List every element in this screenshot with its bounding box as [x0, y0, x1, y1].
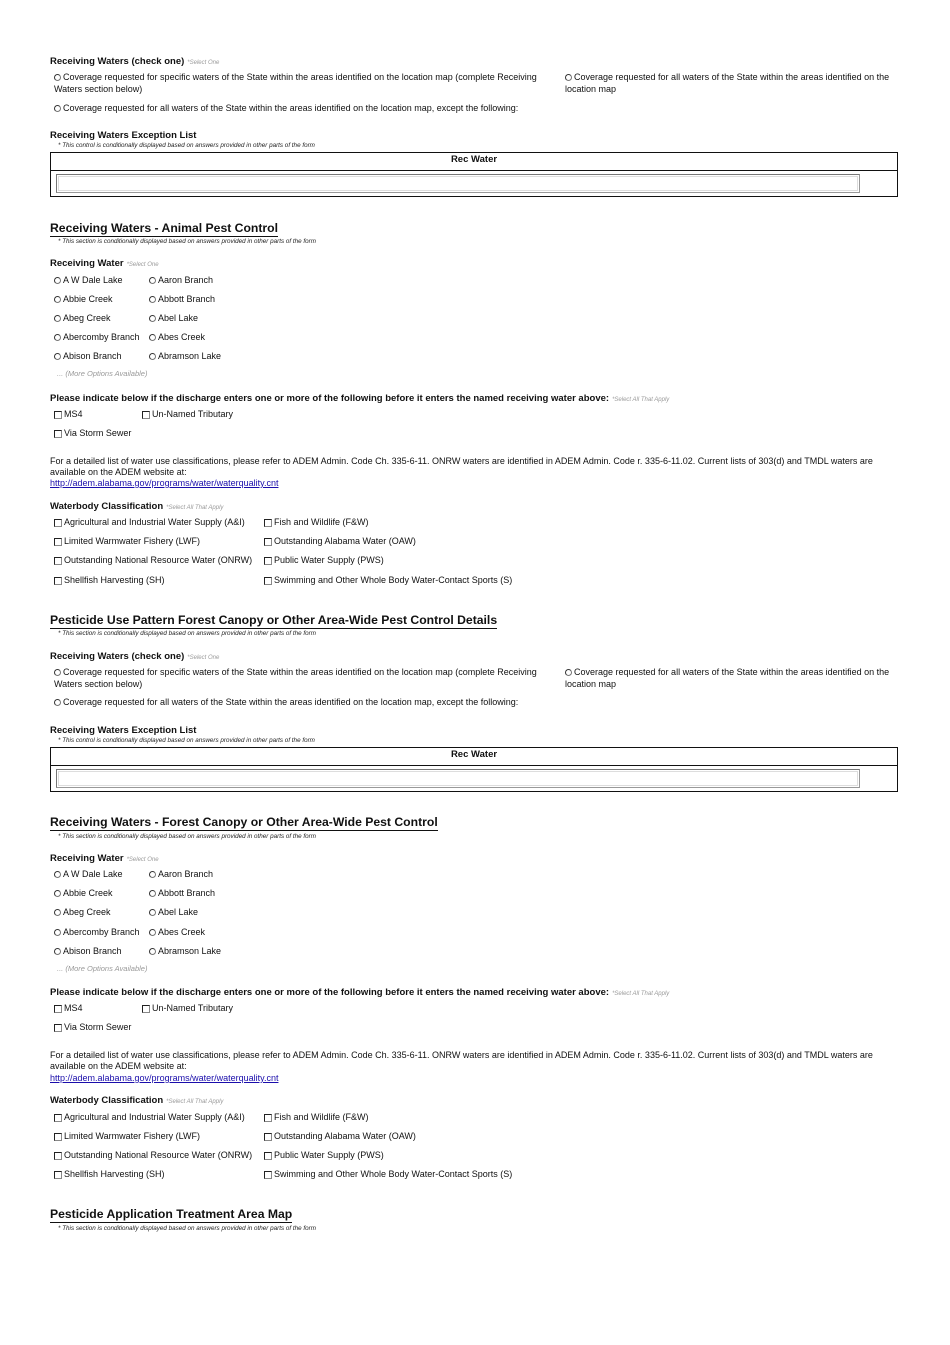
receiving-waters-label-text: Receiving Waters (check one) — [50, 56, 185, 67]
classification-option-label: Swimming and Other Whole Body Water-Contact Sports (S) — [274, 575, 513, 585]
classification-option[interactable] — [54, 1169, 165, 1181]
radio-icon[interactable] — [54, 929, 61, 936]
classification-option[interactable] — [264, 555, 384, 567]
exception-list-table — [50, 152, 898, 197]
radio-icon[interactable] — [54, 105, 61, 112]
water-option[interactable] — [54, 946, 122, 958]
radio-icon[interactable] — [54, 315, 61, 322]
classification-option[interactable] — [264, 517, 369, 529]
checkbox-icon[interactable] — [264, 557, 272, 565]
radio-icon[interactable] — [149, 871, 156, 878]
rec-water-input[interactable] — [56, 769, 860, 788]
water-option-label: Aaron Branch — [158, 869, 214, 879]
coverage-all-option[interactable] — [565, 667, 895, 690]
water-option[interactable] — [149, 351, 221, 363]
classification-option[interactable] — [54, 517, 245, 529]
classification-option[interactable] — [54, 555, 252, 567]
adem-water-quality-link[interactable]: http://adem.alabama.gov/programs/water/waterquality.cnt — [50, 1073, 279, 1083]
rec-water-input[interactable] — [56, 174, 860, 193]
section-title-animal: Receiving Waters - Animal Pest Control — [50, 221, 278, 235]
water-option-label: Abison Branch — [63, 351, 122, 361]
checkbox-icon[interactable] — [54, 1152, 62, 1160]
section-title-map: Pesticide Application Treatment Area Map — [50, 1207, 293, 1221]
classification-option-label: Outstanding Alabama Water (OAW) — [274, 1131, 416, 1141]
water-option-label: A W Dale Lake — [63, 275, 123, 285]
checkbox-icon[interactable] — [142, 1005, 150, 1013]
receiving-waters-label-text: Receiving Waters (check one) — [50, 651, 185, 662]
checkbox-icon[interactable] — [54, 519, 62, 527]
water-option-label: Abercomby Branch — [63, 927, 140, 937]
radio-icon[interactable] — [149, 277, 156, 284]
conditional-control-note: * This control is conditionally displayed based on answers provided in other parts of the form — [58, 737, 315, 744]
receiving-water-label — [50, 853, 159, 864]
water-option-label: Abbie Creek — [63, 888, 113, 898]
radio-icon[interactable] — [54, 74, 61, 81]
discharge-ms4-option[interactable] — [54, 1003, 83, 1015]
radio-icon[interactable] — [54, 890, 61, 897]
checkbox-icon[interactable] — [54, 1024, 62, 1032]
select-one-hint: *Select One — [187, 655, 220, 661]
classification-option[interactable] — [54, 575, 165, 587]
coverage-all-option[interactable] — [565, 72, 895, 95]
exception-list-label: Receiving Waters Exception List — [50, 130, 197, 141]
more-options-link[interactable]: ... (More Options Available) — [57, 964, 148, 973]
discharge-unnamed-label: Un-Named Tributary — [152, 409, 234, 419]
water-option[interactable] — [54, 275, 123, 287]
rec-water-column-header: Rec Water — [51, 748, 897, 766]
receiving-water-label-text: Receiving Water — [50, 258, 124, 269]
checkbox-icon[interactable] — [54, 538, 62, 546]
water-option-label: Abbott Branch — [158, 888, 216, 898]
classification-option[interactable] — [54, 1150, 252, 1162]
conditional-section-note: * This section is conditionally displayed based on answers provided in other parts of the form — [58, 1225, 316, 1232]
water-option[interactable] — [149, 927, 205, 939]
classification-option[interactable] — [54, 1131, 200, 1143]
checkbox-icon[interactable] — [54, 1133, 62, 1141]
classification-option-label: Public Water Supply (PWS) — [274, 1150, 384, 1160]
classification-option[interactable] — [54, 1112, 245, 1124]
classification-option[interactable] — [264, 536, 416, 548]
checkbox-icon[interactable] — [54, 1005, 62, 1013]
water-option[interactable] — [149, 313, 198, 325]
rec-water-column-header: Rec Water — [51, 153, 897, 171]
radio-icon[interactable] — [54, 669, 61, 676]
checkbox-icon[interactable] — [264, 1171, 272, 1179]
radio-icon[interactable] — [54, 334, 61, 341]
discharge-label — [50, 987, 669, 998]
classification-option-label: Fish and Wildlife (F&W) — [274, 517, 369, 527]
water-option-label: A W Dale Lake — [63, 869, 123, 879]
classification-info-text: For a detailed list of water use classifications, please refer to ADEM Admin. Code Ch. 335-6-11. ONRW waters are identified in ADEM Admin. Code r. 335-6-11.02. Current lists of 303(d) and TMDL waters are available on the ADEM website at: — [50, 456, 873, 477]
checkbox-icon[interactable] — [142, 411, 150, 419]
radio-icon[interactable] — [149, 315, 156, 322]
discharge-ms4-label: MS4 — [64, 1003, 83, 1013]
radio-icon[interactable] — [54, 909, 61, 916]
classification-option[interactable] — [264, 1131, 416, 1143]
classification-label-text: Waterbody Classification — [50, 1095, 164, 1106]
discharge-storm-label: Via Storm Sewer — [64, 1022, 132, 1032]
adem-water-quality-link[interactable]: http://adem.alabama.gov/programs/water/waterquality.cnt — [50, 478, 279, 488]
discharge-label-text: Please indicate below if the discharge enters one or more of the following before it enters the named receiving water above: — [50, 393, 610, 404]
checkbox-icon[interactable] — [54, 1114, 62, 1122]
coverage-except-label: Coverage requested for all waters of the State within the areas identified on the location map, except the following: — [63, 103, 519, 113]
discharge-storm-option[interactable] — [54, 428, 131, 440]
radio-icon[interactable] — [149, 334, 156, 341]
checkbox-icon[interactable] — [264, 1114, 272, 1122]
water-option-label: Abeg Creek — [63, 313, 111, 323]
water-option[interactable] — [54, 313, 111, 325]
classification-option-label: Swimming and Other Whole Body Water-Contact Sports (S) — [274, 1169, 513, 1179]
discharge-unnamed-option[interactable] — [142, 409, 233, 421]
checkbox-icon[interactable] — [264, 1133, 272, 1141]
radio-icon[interactable] — [54, 277, 61, 284]
select-one-hint: *Select One — [126, 857, 159, 863]
water-option-label: Abbott Branch — [158, 294, 216, 304]
conditional-section-note: * This section is conditionally displayed based on answers provided in other parts of the form — [58, 238, 316, 245]
discharge-storm-label: Via Storm Sewer — [64, 428, 132, 438]
water-option[interactable] — [54, 294, 113, 306]
conditional-control-note: * This control is conditionally displayed based on answers provided in other parts of the form — [58, 142, 315, 149]
select-one-hint: *Select One — [187, 60, 220, 66]
classification-label — [50, 501, 223, 512]
select-all-hint: *Select All That Apply — [166, 505, 224, 511]
classification-label-text: Waterbody Classification — [50, 501, 164, 512]
classification-option-label: Limited Warmwater Fishery (LWF) — [64, 1131, 201, 1141]
select-all-hint: *Select All That Apply — [612, 397, 670, 403]
radio-icon[interactable] — [149, 890, 156, 897]
radio-icon[interactable] — [565, 74, 572, 81]
water-option[interactable] — [149, 869, 213, 881]
classification-option[interactable] — [264, 1169, 512, 1181]
water-option[interactable] — [149, 888, 215, 900]
water-option-label: Abercomby Branch — [63, 332, 140, 342]
water-option[interactable] — [54, 869, 123, 881]
coverage-except-label: Coverage requested for all waters of the State within the areas identified on the location map, except the following: — [63, 697, 519, 707]
more-options-link[interactable]: ... (More Options Available) — [57, 369, 148, 378]
classification-option[interactable] — [264, 1112, 369, 1124]
classification-option-label: Outstanding National Resource Water (ONRW) — [64, 1150, 253, 1160]
water-option[interactable] — [149, 294, 215, 306]
discharge-ms4-option[interactable] — [54, 409, 83, 421]
discharge-label-text: Please indicate below if the discharge enters one or more of the following before it enters the named receiving water above: — [50, 987, 610, 998]
water-option-label: Abeg Creek — [63, 907, 111, 917]
water-option-label: Abes Creek — [158, 927, 206, 937]
checkbox-icon[interactable] — [54, 557, 62, 565]
radio-icon[interactable] — [54, 948, 61, 955]
radio-icon[interactable] — [149, 909, 156, 916]
classification-option-label: Limited Warmwater Fishery (LWF) — [64, 536, 201, 546]
water-option-label: Abel Lake — [158, 907, 199, 917]
coverage-all-label: Coverage requested for all waters of the State within the areas identified on the location map — [565, 667, 890, 689]
water-option-label: Abison Branch — [63, 946, 122, 956]
discharge-label — [50, 393, 669, 404]
classification-option-label: Agricultural and Industrial Water Supply (A&I) — [64, 517, 245, 527]
checkbox-icon[interactable] — [264, 538, 272, 546]
exception-list-table — [50, 747, 898, 792]
radio-icon[interactable] — [54, 871, 61, 878]
classification-option-label: Public Water Supply (PWS) — [274, 555, 384, 565]
coverage-specific-label: Coverage requested for specific waters of the State within the areas identified on the location map (complete Receiving Waters section below) — [54, 667, 537, 689]
section-title-forest: Receiving Waters - Forest Canopy or Other Area-Wide Pest Control — [50, 815, 438, 829]
checkbox-icon[interactable] — [54, 577, 62, 585]
receiving-water-label-text: Receiving Water — [50, 853, 124, 864]
checkbox-icon[interactable] — [264, 519, 272, 527]
coverage-except-option[interactable] — [54, 697, 518, 709]
classification-option-label: Shellfish Harvesting (SH) — [64, 575, 165, 585]
water-option[interactable] — [149, 275, 213, 287]
exception-list-label: Receiving Waters Exception List — [50, 725, 197, 736]
water-option-label: Abbie Creek — [63, 294, 113, 304]
classification-label — [50, 1095, 223, 1106]
water-option[interactable] — [149, 332, 205, 344]
radio-icon[interactable] — [54, 296, 61, 303]
discharge-unnamed-label: Un-Named Tributary — [152, 1003, 234, 1013]
radio-icon[interactable] — [54, 353, 61, 360]
coverage-specific-option[interactable] — [54, 667, 559, 690]
water-option[interactable] — [149, 946, 221, 958]
radio-icon[interactable] — [149, 948, 156, 955]
water-option[interactable] — [54, 351, 122, 363]
receiving-water-label — [50, 258, 159, 269]
conditional-section-note: * This section is conditionally displayed based on answers provided in other parts of the form — [58, 630, 316, 637]
water-option[interactable] — [54, 907, 111, 919]
water-option[interactable] — [54, 927, 140, 939]
section-title-forest-details: Pesticide Use Pattern Forest Canopy or Other Area-Wide Pest Control Details — [50, 613, 498, 627]
radio-icon[interactable] — [565, 669, 572, 676]
classification-info-text: For a detailed list of water use classifications, please refer to ADEM Admin. Code Ch. 335-6-11. ONRW waters are identified in ADEM Admin. Code r. 335-6-11.02. Current lists of 303(d) and TMDL waters are available on the ADEM website at: — [50, 1050, 873, 1071]
water-option-label: Abel Lake — [158, 313, 199, 323]
coverage-specific-option[interactable] — [54, 72, 559, 95]
water-option-label: Abramson Lake — [158, 351, 222, 361]
checkbox-icon[interactable] — [264, 577, 272, 585]
checkbox-icon[interactable] — [54, 430, 62, 438]
receiving-waters-label — [50, 651, 219, 662]
checkbox-icon[interactable] — [54, 411, 62, 419]
coverage-except-option[interactable] — [54, 103, 518, 115]
classification-option[interactable] — [264, 575, 512, 587]
receiving-waters-label — [50, 56, 219, 67]
coverage-specific-label: Coverage requested for specific waters of the State within the areas identified on the location map (complete Receiving Waters section below) — [54, 72, 537, 94]
classification-option-label: Fish and Wildlife (F&W) — [274, 1112, 369, 1122]
conditional-section-note: * This section is conditionally displayed based on answers provided in other parts of the form — [58, 833, 316, 840]
select-all-hint: *Select All That Apply — [612, 991, 670, 997]
coverage-all-label: Coverage requested for all waters of the State within the areas identified on the location map — [565, 72, 890, 94]
radio-icon[interactable] — [54, 699, 61, 706]
classification-option-label: Agricultural and Industrial Water Supply (A&I) — [64, 1112, 245, 1122]
select-one-hint: *Select One — [126, 262, 159, 268]
radio-icon[interactable] — [149, 296, 156, 303]
radio-icon[interactable] — [149, 929, 156, 936]
water-option[interactable] — [149, 907, 198, 919]
discharge-unnamed-option[interactable] — [142, 1003, 233, 1015]
water-option-label: Abes Creek — [158, 332, 206, 342]
radio-icon[interactable] — [149, 353, 156, 360]
water-option-label: Abramson Lake — [158, 946, 222, 956]
classification-option-label: Outstanding National Resource Water (ONRW) — [64, 555, 253, 565]
discharge-ms4-label: MS4 — [64, 409, 83, 419]
classification-option[interactable] — [264, 1150, 384, 1162]
discharge-storm-option[interactable] — [54, 1022, 131, 1034]
select-all-hint: *Select All That Apply — [166, 1099, 224, 1105]
classification-option-label: Outstanding Alabama Water (OAW) — [274, 536, 416, 546]
classification-option-label: Shellfish Harvesting (SH) — [64, 1169, 165, 1179]
checkbox-icon[interactable] — [264, 1152, 272, 1160]
classification-option[interactable] — [54, 536, 200, 548]
water-option[interactable] — [54, 888, 113, 900]
checkbox-icon[interactable] — [54, 1171, 62, 1179]
water-option-label: Aaron Branch — [158, 275, 214, 285]
water-option[interactable] — [54, 332, 140, 344]
